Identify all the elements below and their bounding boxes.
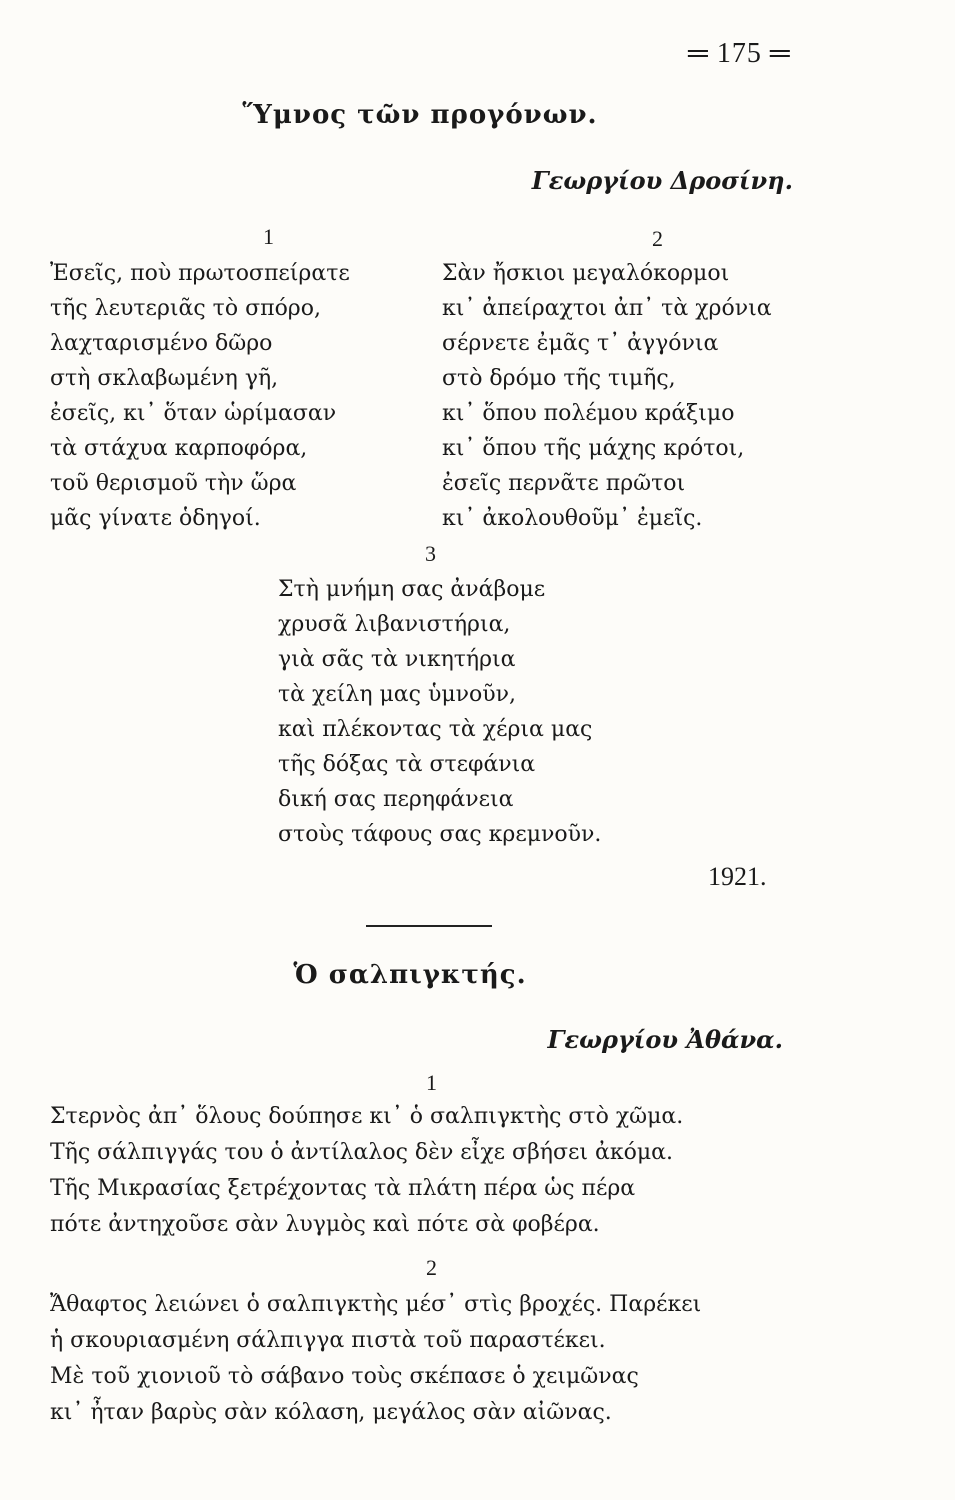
poem2-title: Ὁ σαλπιγκτής. [293, 960, 527, 990]
verse-line: κι᾽ ὅπου πολέμου κράξιμο [442, 401, 735, 426]
verse-line: Μὲ τοῦ χιονιοῦ τὸ σάβανο τοὺς σκέπασε ὁ χειμῶνας [50, 1364, 639, 1389]
verse-line: Στὴ μνήμη σας ἀνάβομε [278, 577, 546, 602]
stanza1-number: 1 [263, 224, 274, 249]
verse-line: τοῦ θερισμοῦ τὴν ὥρα [50, 471, 297, 496]
part2 [50, 1287, 701, 1431]
verse-line: στοὺς τάφους σας κρεμνοῦν. [278, 822, 602, 847]
verse-line: πότε ἀντηχοῦσε σὰν λυγμὸς καὶ πότε σὰ φοβέρα. [50, 1212, 600, 1237]
verse-line: κι᾽ ἀκολουθοῦμ᾽ ἐμεῖς. [442, 506, 703, 531]
verse-line: μᾶς γίνατε ὁδηγοί. [50, 506, 261, 531]
section-divider [366, 925, 492, 927]
stanza3-number: 3 [425, 541, 436, 566]
verse-line: κι᾽ ὅπου τῆς μάχης κρότοι, [442, 436, 745, 461]
verse-line: χρυσᾶ λιβανιστήρια, [278, 612, 511, 637]
stanza2-number: 2 [652, 226, 663, 251]
verse-line: Ἄθαφτος λειώνει ὁ σαλπιγκτὴς μέσ᾽ στὶς βροχές. Παρέκει [50, 1292, 702, 1317]
part2-number: 2 [426, 1255, 437, 1280]
verse-line: τὰ στάχυα καρποφόρα, [50, 436, 308, 461]
poem1-title: Ὕμνος τῶν προγόνων. [242, 100, 598, 130]
verse-line: καὶ πλέκοντας τὰ χέρια μας [278, 717, 593, 742]
verse-line: τῆς λευτεριᾶς τὸ σπόρο, [50, 296, 321, 321]
page-number: ═ 175 ═ [688, 38, 791, 69]
verse-line: στὸ δρόμο τῆς τιμῆς, [442, 366, 676, 391]
verse-line: τῆς δόξας τὰ στεφάνια [278, 752, 536, 777]
verse-line: Ἐσεῖς, ποὺ πρωτοσπείρατε [50, 261, 350, 286]
verse-line: ἐσεῖς περνᾶτε πρῶτοι [442, 471, 686, 496]
verse-line: δική σας περηφάνεια [278, 787, 514, 812]
stanza2 [442, 256, 772, 536]
verse-line: ἡ σκουριασμένη σάλπιγγα πιστὰ τοῦ παραστέκει. [50, 1328, 606, 1353]
verse-line: Σὰν ἤσκιοι μεγαλόκορμοι [442, 261, 730, 286]
poem1-author: Γεωργίου Δροσίνη. [531, 166, 793, 195]
part1-number: 1 [426, 1070, 437, 1095]
verse-line: Στερνὸς ἀπ᾽ ὅλους δούπησε κι᾽ ὁ σαλπιγκτὴς στὸ χῶμα. [50, 1104, 684, 1129]
verse-line: κι᾽ ἀπείραχτοι ἀπ᾽ τὰ χρόνια [442, 296, 772, 321]
verse-line: λαχταρισμένο δῶρο [50, 331, 273, 356]
verse-line: σέρνετε ἐμᾶς τ᾽ ἀγγόνια [442, 331, 719, 356]
stanza3 [278, 572, 601, 852]
part1 [50, 1099, 683, 1243]
verse-line: Τῆς σάλπιγγάς του ὁ ἀντίλαλος δὲν εἶχε σβήσει ἀκόμα. [50, 1140, 674, 1165]
verse-line: Τῆς Μικρασίας ξετρέχοντας τὰ πλάτη πέρα ὡς πέρα [50, 1176, 636, 1201]
verse-line: γιὰ σᾶς τὰ νικητήρια [278, 647, 516, 672]
verse-line: κι᾽ ἦταν βαρὺς σὰν κόλαση, μεγάλος σὰν αἰῶνας. [50, 1400, 612, 1425]
poem1-year: 1921. [708, 862, 767, 891]
verse-line: ἐσεῖς, κι᾽ ὅταν ὡρίμασαν [50, 401, 337, 426]
verse-line: τὰ χείλη μας ὑμνοῦν, [278, 682, 516, 707]
verse-line: στὴ σκλαβωμένη γῆ, [50, 366, 279, 391]
poem2-author: Γεωργίου Ἀθάνα. [547, 1025, 783, 1054]
stanza1 [50, 256, 350, 536]
